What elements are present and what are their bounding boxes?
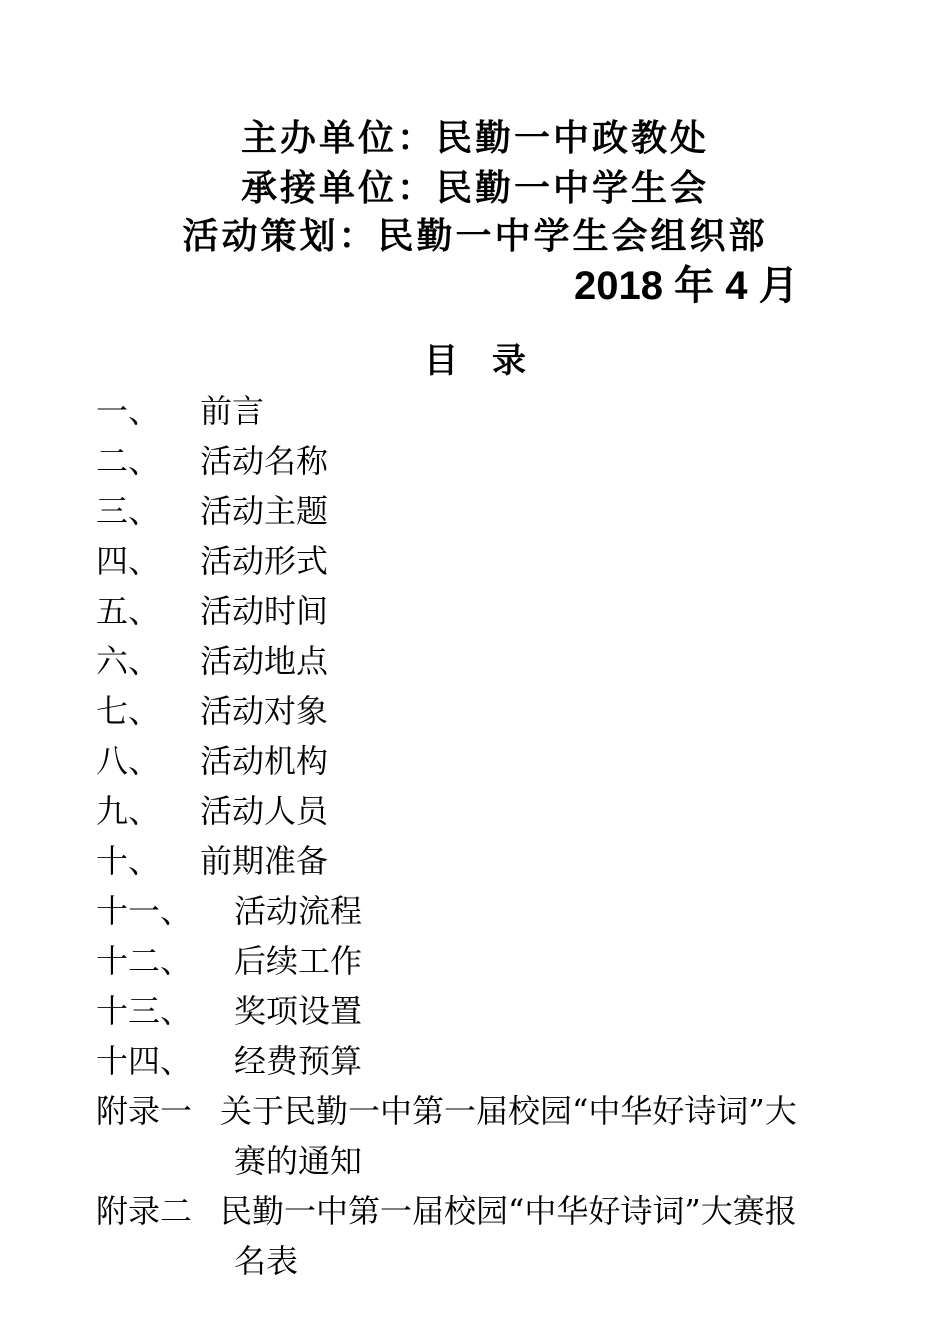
toc-item [96,736,896,786]
toc-item-label: 活动机构 [200,742,329,780]
toc-item [96,686,896,736]
toc-item-label: 活动流程 [234,892,363,930]
toc-item-label: 前期准备 [200,842,329,880]
toc-item-label: 活动名称 [200,442,329,480]
toc-item-number: 七、 [96,692,161,730]
organizer-line: 主办单位：民勤一中政教处 [240,117,709,159]
toc-item-label: 活动时间 [200,592,329,630]
toc-item-number: 十二、 [96,942,193,980]
toc-item-label: 活动主题 [200,492,329,530]
toc-appendix-item [96,1086,896,1186]
toc-item [96,586,896,636]
toc-item [96,836,896,886]
toc-item [96,436,896,486]
appendix-number: 附录一 [96,1092,193,1130]
toc-item-number: 一、 [96,392,161,430]
toc-item [96,486,896,536]
toc-item-number: 十一、 [96,892,193,930]
toc-item-number: 十三、 [96,992,193,1030]
toc-item-number: 八、 [96,742,161,780]
toc-item [96,936,896,986]
toc-item [96,786,896,836]
toc-item-label: 前言 [200,392,265,430]
toc-item-label: 后续工作 [234,942,363,980]
toc-item-number: 十四、 [96,1042,193,1080]
appendix-title-line1: 关于民勤一中第一届校园“中华好诗词”大 [220,1092,797,1130]
toc-item-number: 六、 [96,642,161,680]
toc-item-number: 三、 [96,492,161,530]
toc-item-label: 活动形式 [200,542,329,580]
toc-item-number: 十、 [96,842,161,880]
toc-item-label: 经费预算 [234,1042,363,1080]
toc-item [96,386,896,436]
appendix-title-line2: 名表 [234,1242,299,1280]
toc-item-number: 五、 [96,592,161,630]
document-date: 2018 年 4 月 [574,264,799,308]
appendix-title-line2: 赛的通知 [234,1142,363,1180]
toc-item-number: 九、 [96,792,161,830]
appendix-number: 附录二 [96,1192,193,1230]
toc-title: 目 录 [424,341,526,381]
toc-item [96,536,896,586]
toc-item-number: 二、 [96,442,161,480]
toc-item-label: 活动对象 [200,692,329,730]
toc-item [96,886,896,936]
toc-item [96,636,896,686]
toc-appendix-item [96,1186,896,1286]
undertaker-line: 承接单位：民勤一中学生会 [240,167,709,209]
toc-item-label: 活动地点 [200,642,329,680]
toc-item [96,986,896,1036]
toc-item-label: 活动人员 [200,792,329,830]
appendix-title-line1: 民勤一中第一届校园“中华好诗词”大赛报 [220,1192,797,1230]
planner-line: 活动策划：民勤一中学生会组织部 [182,215,768,257]
toc-item [96,1036,896,1086]
toc-item-label: 奖项设置 [234,992,363,1030]
toc-item-number: 四、 [96,542,161,580]
